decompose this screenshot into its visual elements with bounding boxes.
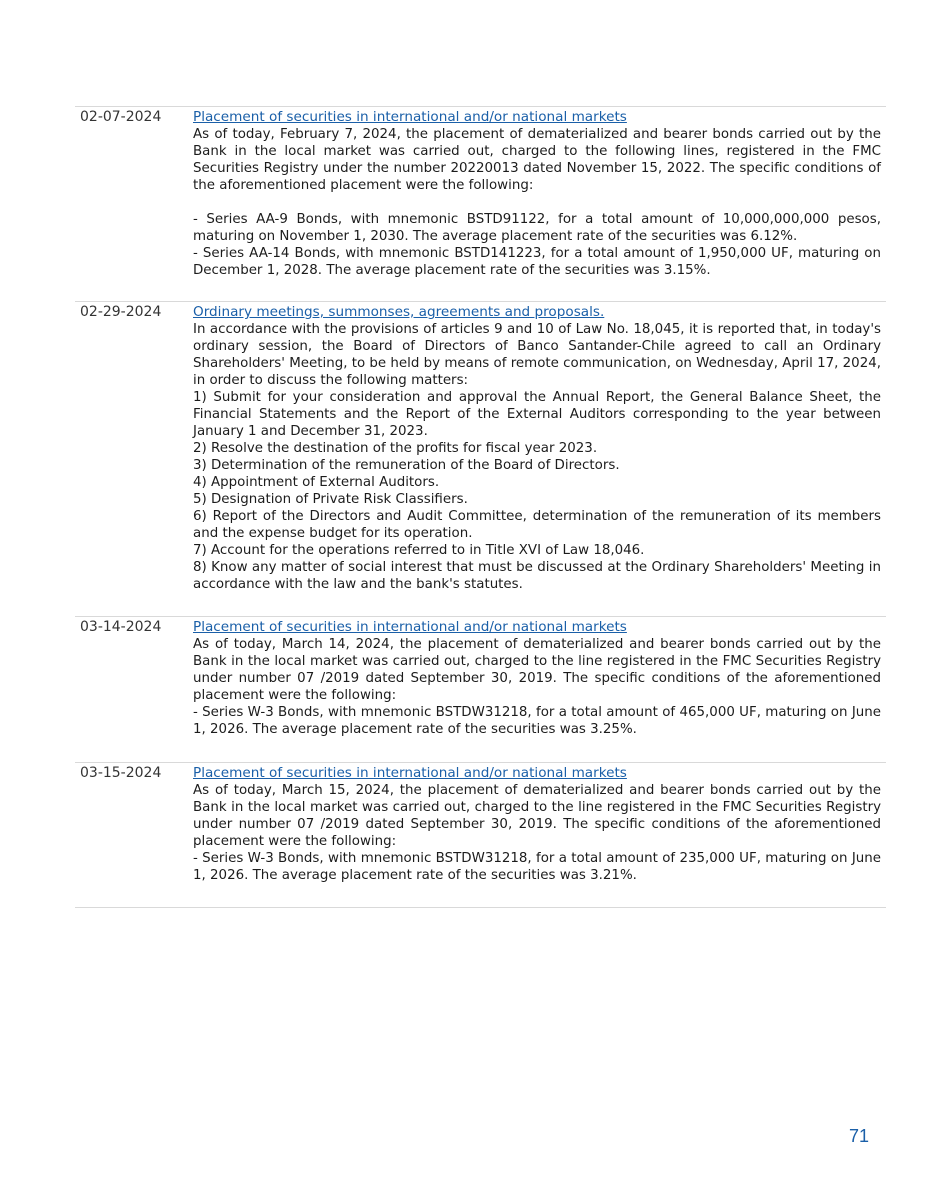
entry-item: 7) Account for the operations referred to in Title XVI of Law 18,046. bbox=[193, 543, 645, 558]
paragraph-gap bbox=[193, 194, 881, 211]
entry-content bbox=[193, 765, 886, 907]
entry-item: - Series AA-9 Bonds, with mnemonic BSTD91122, for a total amount of 10,000,000,000 pesos, maturing on November 1, 2030. The average placement rate of the securities was 6.12%. bbox=[193, 212, 881, 244]
table-row bbox=[75, 301, 886, 616]
entry-content bbox=[193, 619, 886, 762]
entry-intro: In accordance with the provisions of articles 9 and 10 of Law No. 18,045, it is reported that, in today's ordinary session, the Board of Directors of Banco Santander-Chile agreed to call an Ordinary Shareholders' Meeting, to be held by means of remote communication, on Wednesday, April 17, 2024, in order to discuss the following matters: bbox=[193, 322, 881, 388]
entry-item: 1) Submit for your consideration and approval the Annual Report, the General Balance Sheet, the Financial Statements and the Report of the External Auditors corresponding to the year between January 1 and December 31, 2023. bbox=[193, 390, 881, 439]
entry-intro: As of today, March 15, 2024, the placement of dematerialized and bearer bonds carried out by the Bank in the local market was carried out, charged to the line registered in the FMC Securities Registry under number 07 /2019 dated September 30, 2019. The specific conditions of the aforementioned placement were the following: bbox=[193, 783, 881, 849]
entry-item: 5) Designation of Private Risk Classifiers. bbox=[193, 492, 468, 507]
entry-title-link[interactable]: Placement of securities in international and/or national markets bbox=[193, 619, 627, 635]
entry-item: 6) Report of the Directors and Audit Committee, determination of the remuneration of its members and the expense budget for its operation. bbox=[193, 509, 881, 541]
entry-item: 2) Resolve the destination of the profits for fiscal year 2023. bbox=[193, 441, 598, 456]
entry-content bbox=[193, 304, 886, 616]
entry-item: - Series W-3 Bonds, with mnemonic BSTDW31218, for a total amount of 465,000 UF, maturing on June 1, 2026. The average placement rate of the securities was 3.25%. bbox=[193, 705, 881, 737]
table-row bbox=[75, 762, 886, 907]
entry-title-link[interactable]: Ordinary meetings, summonses, agreements and proposals. bbox=[193, 304, 605, 320]
entry-item: - Series W-3 Bonds, with mnemonic BSTDW31218, for a total amount of 235,000 UF, maturing on June 1, 2026. The average placement rate of the securities was 3.21%. bbox=[193, 851, 881, 883]
entry-content bbox=[193, 109, 886, 301]
table-bottom-divider bbox=[75, 907, 886, 908]
entry-intro: As of today, March 14, 2024, the placement of dematerialized and bearer bonds carried out by the Bank in the local market was carried out, charged to the line registered in the FMC Securities Registry under number 07 /2019 dated September 30, 2019. The specific conditions of the aforementioned placement were the following: bbox=[193, 637, 881, 703]
entry-item: 8) Know any matter of social interest that must be discussed at the Ordinary Shareholders' Meeting in accordance with the law and the bank's statutes. bbox=[193, 560, 881, 592]
entry-date: 03-14-2024 bbox=[80, 619, 162, 635]
entry-date: 02-29-2024 bbox=[80, 304, 162, 320]
entry-title-link[interactable]: Placement of securities in international and/or national markets bbox=[193, 765, 627, 781]
entry-title-link[interactable]: Placement of securities in international and/or national markets bbox=[193, 109, 627, 125]
entry-item: - Series AA-14 Bonds, with mnemonic BSTD141223, for a total amount of 1,950,000 UF, maturing on December 1, 2028. The average placement rate of the securities was 3.15%. bbox=[193, 246, 881, 278]
entry-date: 03-15-2024 bbox=[80, 765, 162, 781]
essential-facts-table bbox=[75, 106, 886, 908]
table-row bbox=[75, 616, 886, 762]
entry-date: 02-07-2024 bbox=[80, 109, 162, 125]
entry-item: 3) Determination of the remuneration of the Board of Directors. bbox=[193, 458, 620, 473]
page-number: 71 bbox=[848, 1126, 869, 1146]
entry-intro: As of today, February 7, 2024, the placement of dematerialized and bearer bonds carried out by the Bank in the local market was carried out, charged to the following lines, registered in the FMC Securities Registry under the number 20220013 dated November 15, 2022. The specific conditions of the aforementioned placement were the following: bbox=[193, 127, 881, 193]
table-row bbox=[75, 106, 886, 301]
entry-item: 4) Appointment of External Auditors. bbox=[193, 475, 440, 490]
